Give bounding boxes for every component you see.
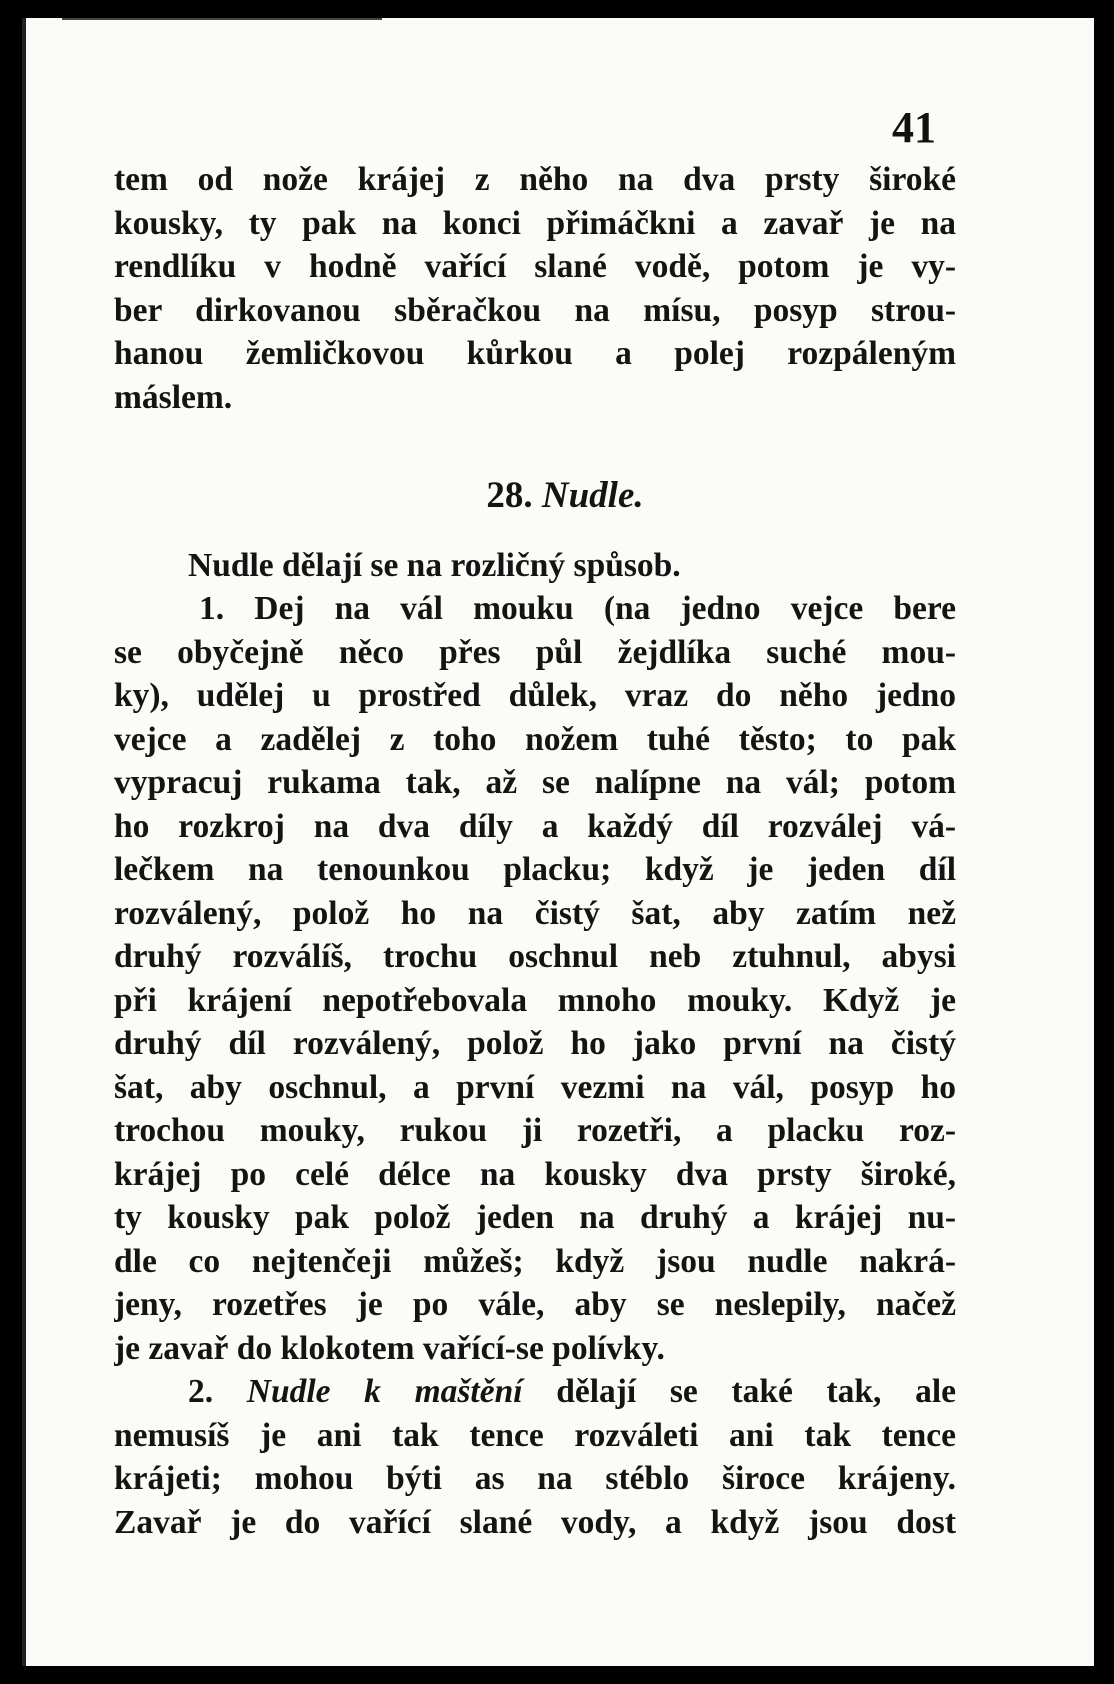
text-line: 1. Dej na vál mouku (na jedno vejce bere bbox=[199, 590, 956, 627]
text-line: se obyčejně něco přes půl žejdlíka suché mou- bbox=[114, 633, 956, 671]
paragraph-2 bbox=[114, 1370, 956, 1544]
text-line: krájej po celé délce na kousky dva prsty široké, bbox=[114, 1155, 956, 1193]
text-line: lečkem na tenounkou placku; když je jeden díl bbox=[114, 851, 956, 888]
text-line: ty kousky pak polož jeden na druhý a krájej nu- bbox=[114, 1199, 956, 1236]
paragraph-1 bbox=[114, 587, 956, 1370]
text-line: trochou mouky, rukou ji rozetři, a placku roz- bbox=[114, 1112, 956, 1149]
text-line: Zavař je do vařící slané vody, a když jsou dost bbox=[114, 1503, 956, 1541]
text-line: ky), udělej u prostřed důlek, vraz do něho jedno bbox=[114, 677, 956, 714]
text-line: rendlíku v hodně vařící slané vodě, potom je vy- bbox=[114, 248, 956, 285]
section-title: Nudle. bbox=[541, 475, 644, 516]
text-line: krájeti; mohou býti as na stéblo široce krájeny. bbox=[114, 1460, 956, 1497]
section-heading bbox=[114, 474, 956, 517]
text-line: dle co nejtenčeji můžeš; když jsou nudle nakrá- bbox=[114, 1242, 956, 1280]
text-line: vejce a zadělej z toho nožem tuhé těsto; to pak bbox=[114, 720, 956, 758]
intro bbox=[114, 544, 956, 588]
continued-paragraph bbox=[114, 158, 956, 419]
section-number: 28. bbox=[486, 475, 533, 516]
page-edge-rule bbox=[22, 18, 26, 1666]
text-line: nemusíš je ani tak tence rozváleti ani tak tence bbox=[114, 1416, 956, 1454]
top-rule bbox=[62, 18, 382, 20]
text-line: jeny, rozetřes je po vále, aby se neslepily, načež bbox=[114, 1286, 956, 1323]
text-line: ho rozkroj na dva díly a každý díl rozválej vá- bbox=[114, 807, 956, 845]
page-number: 41 bbox=[892, 103, 936, 152]
text-line: šat, aby oschnul, a první vezmi na vál, posyp ho bbox=[114, 1068, 956, 1106]
text-line: ber dirkovanou sběračkou na mísu, posyp strou- bbox=[114, 291, 956, 329]
intro-line: Nudle dělají se na rozličný spůsob. bbox=[188, 547, 681, 584]
text-line: druhý rozválíš, trochu oschnul neb ztuhnul, abysi bbox=[114, 938, 956, 975]
text-line: vypracuj rukama tak, až se nalípne na vál; potom bbox=[114, 764, 956, 801]
text-line: při krájení nepotřebovala mnoho mouky. Když je bbox=[114, 981, 956, 1019]
text-line: je zavař do klokotem vařící-se polívky. bbox=[114, 1329, 665, 1367]
text-line bbox=[114, 1370, 956, 1414]
text-line: druhý díl rozválený, polož ho jako první na čistý bbox=[114, 1025, 956, 1062]
first-line-rest: dělají se také tak, ale bbox=[556, 1373, 956, 1410]
paragraph-2-number: 2. bbox=[188, 1373, 214, 1410]
text-line: tem od nože krájej z něho na dva prsty široké bbox=[114, 161, 956, 198]
text-line: máslem. bbox=[114, 378, 233, 416]
book-page bbox=[22, 18, 1094, 1666]
text-line: kousky, ty pak na konci přimáčkni a zavař je na bbox=[114, 204, 956, 242]
italic-term: Nudle k maštění bbox=[246, 1373, 523, 1410]
text-line: rozválený, polož ho na čistý šat, aby zatím než bbox=[114, 894, 956, 932]
text-line: hanou žemličkovou kůrkou a polej rozpáleným bbox=[114, 335, 956, 372]
